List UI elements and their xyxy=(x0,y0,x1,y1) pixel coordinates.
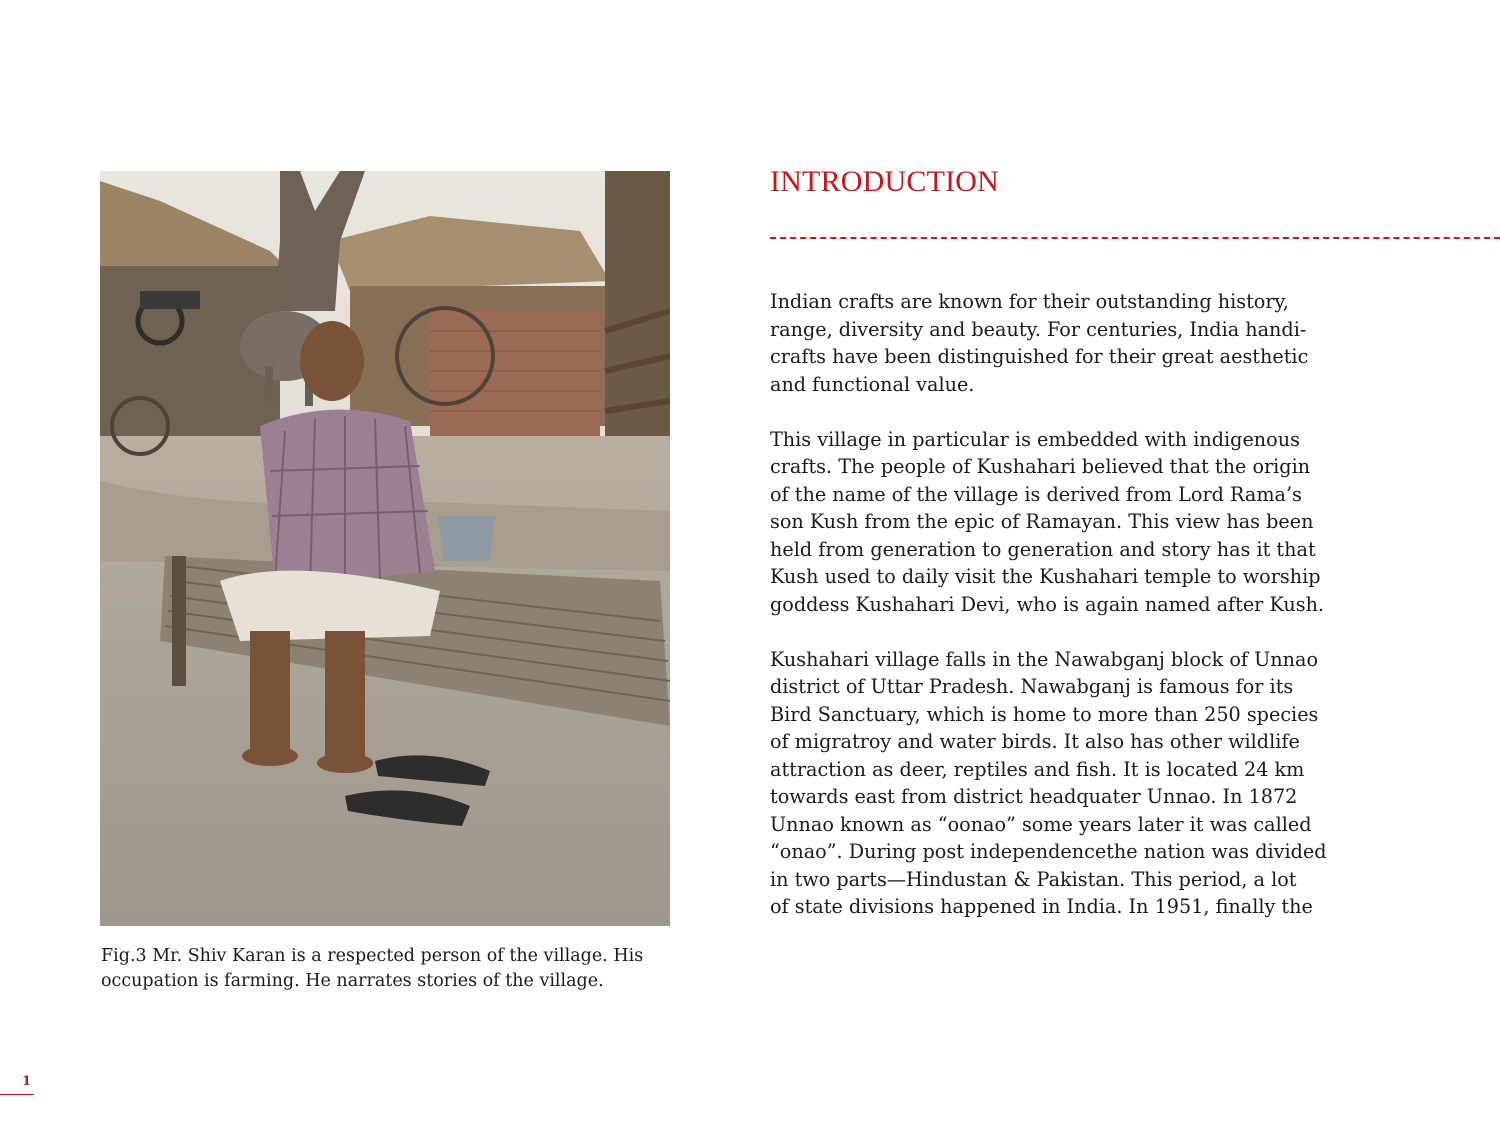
text-line: range, diversity and beauty. For centuries, India handi- xyxy=(770,317,1307,341)
text-line: Kushahari village falls in the Nawabganj block of Unnao xyxy=(770,647,1318,671)
heading-dashed-divider xyxy=(770,237,1500,239)
paragraph-1 xyxy=(770,288,1370,398)
text-line: Bird Sanctuary, which is home to more than 250 species xyxy=(770,702,1319,726)
text-line: crafts. The people of Kushahari believed that the origin xyxy=(770,455,1311,478)
paragraph-2 xyxy=(770,426,1370,619)
page-number: 1 xyxy=(22,1074,32,1089)
man-leg-right xyxy=(325,631,365,756)
man-head xyxy=(300,321,364,401)
village-photo xyxy=(100,171,670,926)
man-shirt xyxy=(260,410,435,586)
text-line: of the name of the village is derived from Lord Rama’s xyxy=(770,482,1302,506)
section-heading: INTRODUCTION xyxy=(770,165,1000,198)
text-line: district of Uttar Pradesh. Nawabganj is famous for its xyxy=(770,675,1294,698)
text-line: Unnao known as “oonao” some years later it was called xyxy=(770,812,1312,836)
text-line: and functional value. xyxy=(770,372,975,396)
paragraph-3 xyxy=(770,646,1370,921)
page-number-underline xyxy=(0,1094,34,1095)
text-line: “onao”. During post independencethe nation was divided xyxy=(770,840,1327,863)
text-line: in two parts—Hindustan & Pakistan. This period, a lot xyxy=(770,867,1297,891)
text-line: crafts have been distinguished for their great aesthetic xyxy=(770,345,1309,368)
text-line: of state divisions happened in India. In 1951, finally the xyxy=(770,895,1313,918)
man-leg-left xyxy=(250,631,290,751)
text-line: towards east from district headquater Unnao. In 1872 xyxy=(770,785,1298,808)
photo-illustration xyxy=(100,171,670,926)
text-line: son Kush from the epic of Ramayan. This view has been xyxy=(770,510,1314,533)
text-line: attraction as deer, reptiles and fish. It is located 24 km xyxy=(770,757,1305,781)
figure-caption xyxy=(101,944,681,994)
text-line: goddess Kushahari Devi, who is again named after Kush. xyxy=(770,592,1325,616)
caption-line: occupation is farming. He narrates stories of the village. xyxy=(101,971,604,991)
text-line: This village in particular is embedded with indigenous xyxy=(770,427,1300,451)
text-line: of migratroy and water birds. It also has other wildlife xyxy=(770,730,1300,753)
caption-line: Fig.3 Mr. Shiv Karan is a respected person of the village. His xyxy=(101,946,644,966)
bucket xyxy=(438,516,495,561)
text-line: Indian crafts are known for their outstanding history, xyxy=(770,290,1289,313)
text-line: held from generation to generation and story has it that xyxy=(770,537,1316,561)
intro-body xyxy=(770,288,1370,948)
text-line: Kush used to daily visit the Kushahari temple to worship xyxy=(770,565,1321,588)
